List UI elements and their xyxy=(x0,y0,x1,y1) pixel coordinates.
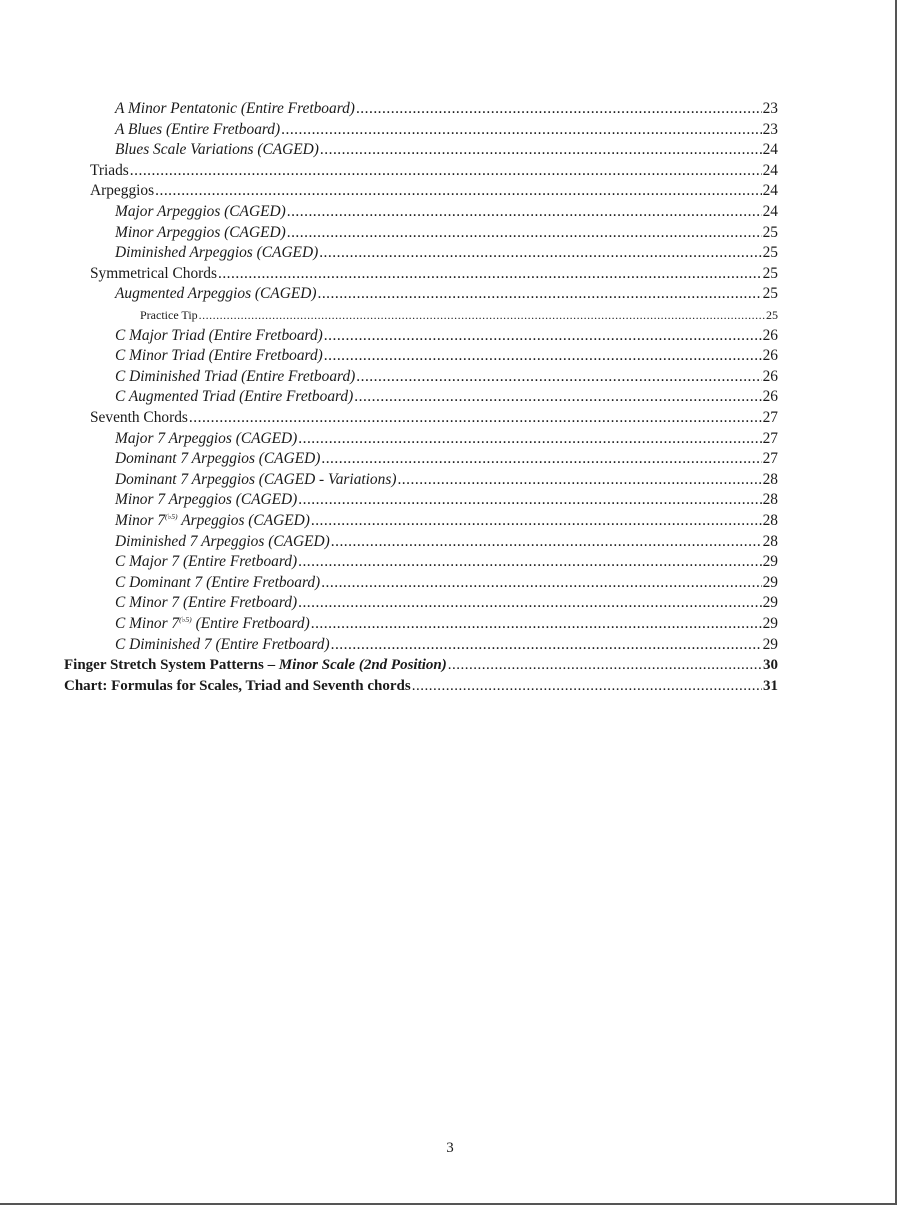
toc-entry[interactable] xyxy=(115,573,778,594)
toc-entry[interactable] xyxy=(90,264,778,285)
dot-leader xyxy=(287,223,762,244)
dot-leader xyxy=(397,470,761,491)
dot-leader xyxy=(155,181,761,202)
toc-entry-title: Minor 7 Arpeggios (CAGED) xyxy=(115,491,298,509)
toc-entry-title: Minor Arpeggios (CAGED) xyxy=(115,223,286,241)
toc-entry-title: Symmetrical Chords xyxy=(90,264,217,282)
toc-entry[interactable] xyxy=(115,593,778,614)
toc-entry-title: Practice Tip xyxy=(140,308,198,322)
dot-leader xyxy=(321,573,761,594)
dot-leader xyxy=(448,655,762,676)
toc-entry-page: 24 xyxy=(762,141,778,159)
toc-entry[interactable] xyxy=(115,614,778,635)
toc-entry[interactable] xyxy=(115,429,778,450)
dot-leader xyxy=(319,243,761,264)
dot-leader xyxy=(281,120,761,141)
toc-entry[interactable] xyxy=(115,99,778,120)
toc-entry-page: 29 xyxy=(762,594,778,612)
dot-leader xyxy=(354,387,761,408)
toc-entry-page: 25 xyxy=(762,285,778,303)
toc-entry[interactable] xyxy=(90,408,778,429)
toc-entry-title: C Minor Triad (Entire Fretboard) xyxy=(115,347,323,365)
toc-entry[interactable] xyxy=(64,655,778,676)
toc-entry[interactable] xyxy=(115,635,778,656)
toc-entry-page: 30 xyxy=(763,657,778,674)
toc-entry-page: 28 xyxy=(762,470,778,488)
toc-entry-title-main: C Minor 7 xyxy=(115,615,180,632)
toc-entry-title xyxy=(115,511,310,532)
toc-entry-page: 28 xyxy=(762,532,778,550)
toc-entry[interactable] xyxy=(115,470,778,491)
toc-entry-page: 29 xyxy=(762,553,778,571)
dot-leader xyxy=(130,161,762,182)
toc-entry-title xyxy=(64,655,447,676)
dot-leader xyxy=(331,635,762,656)
toc-entry[interactable] xyxy=(115,449,778,470)
toc-entry[interactable] xyxy=(115,552,778,573)
toc-entry-page: 24 xyxy=(762,161,778,179)
toc-entry-page: 26 xyxy=(762,347,778,365)
toc-entry-page: 28 xyxy=(762,512,778,529)
toc-entry-page: 24 xyxy=(762,182,778,200)
toc-entry-page: 27 xyxy=(762,450,778,468)
toc-entry-page: 25 xyxy=(766,308,778,322)
toc-entry[interactable] xyxy=(115,243,778,264)
dot-leader xyxy=(311,614,762,635)
toc-entry-page: 27 xyxy=(762,409,778,426)
dot-leader xyxy=(331,532,762,553)
toc-entry-title xyxy=(115,614,310,635)
toc-entry-title: Dominant 7 Arpeggios (CAGED - Variations) xyxy=(115,470,397,488)
toc-entry-title: Diminished 7 Arpeggios (CAGED) xyxy=(115,532,330,550)
toc-entry[interactable] xyxy=(115,326,778,347)
toc-entry-page: 29 xyxy=(762,615,778,632)
toc-entry-page: 31 xyxy=(763,677,778,694)
toc-entry-title: Blues Scale Variations (CAGED) xyxy=(115,141,319,159)
toc-entry-title: Chart: Formulas for Scales, Triad and Seventh chords xyxy=(64,677,411,694)
toc-entry[interactable] xyxy=(90,181,778,202)
toc-entry[interactable] xyxy=(115,367,778,388)
page-number: 3 xyxy=(446,1140,454,1156)
toc-entry[interactable] xyxy=(64,676,778,697)
toc-entry[interactable] xyxy=(115,140,778,161)
toc-entry-title: Diminished Arpeggios (CAGED) xyxy=(115,244,319,262)
toc-entry-page: 25 xyxy=(762,223,778,241)
toc-entry-page: 29 xyxy=(762,573,778,591)
toc-entry[interactable] xyxy=(90,161,778,182)
toc-entry-page: 25 xyxy=(762,264,778,282)
dot-leader xyxy=(218,264,762,285)
toc-entry-title-main: Minor 7 xyxy=(115,512,166,529)
dot-leader xyxy=(311,511,762,532)
flat-five-superscript: (♭5) xyxy=(179,615,192,625)
toc-entry-page: 26 xyxy=(762,367,778,385)
toc-entry-title: Major 7 Arpeggios (CAGED) xyxy=(115,429,298,447)
dot-leader xyxy=(324,326,762,347)
toc-entry-title: A Blues (Entire Fretboard) xyxy=(115,120,281,138)
toc-entry-page: 26 xyxy=(762,388,778,406)
toc-entry-title: C Augmented Triad (Entire Fretboard) xyxy=(115,388,354,406)
toc-entry[interactable] xyxy=(115,120,778,141)
dot-leader xyxy=(321,449,761,470)
toc-entry-page: 28 xyxy=(762,491,778,509)
toc-entry-title: C Dominant 7 (Entire Fretboard) xyxy=(115,573,321,591)
toc-entry[interactable] xyxy=(115,387,778,408)
toc-entry[interactable] xyxy=(115,490,778,511)
dot-leader xyxy=(320,140,762,161)
toc-entry-title: C Minor 7 (Entire Fretboard) xyxy=(115,594,298,612)
toc-entry-title-rest: Arpeggios (CAGED) xyxy=(177,512,310,529)
toc-entry-title-main: Finger Stretch System Patterns – xyxy=(64,657,279,674)
toc-entry[interactable] xyxy=(115,284,778,305)
toc-entry-page: 25 xyxy=(762,244,778,262)
dot-leader xyxy=(412,676,762,697)
dot-leader xyxy=(298,429,761,450)
toc-entry-title-emphasis: Minor Scale (2nd Position) xyxy=(278,657,447,674)
toc-entry[interactable] xyxy=(115,511,778,532)
dot-leader xyxy=(356,367,761,388)
toc-entry-title: A Minor Pentatonic (Entire Fretboard) xyxy=(115,100,355,117)
toc-entry-page: 23 xyxy=(762,100,778,117)
toc-entry-page: 23 xyxy=(762,120,778,138)
toc-entry[interactable] xyxy=(115,223,778,244)
toc-entry-page: 27 xyxy=(762,429,778,447)
toc-entry-title: C Diminished 7 (Entire Fretboard) xyxy=(115,635,330,653)
toc-entry-title: C Major 7 (Entire Fretboard) xyxy=(115,553,298,571)
toc-entry[interactable] xyxy=(115,532,778,553)
toc-entry-page: 26 xyxy=(762,326,778,344)
dot-leader xyxy=(298,593,762,614)
toc-entry-title-rest: (Entire Fretboard) xyxy=(191,615,310,632)
toc-entry-title: Major Arpeggios (CAGED) xyxy=(115,203,286,220)
toc-entry-title: Seventh Chords xyxy=(90,409,188,426)
toc-entry-page: 24 xyxy=(762,203,778,220)
toc-entry[interactable] xyxy=(115,346,778,367)
dot-leader xyxy=(356,99,762,120)
toc-entry-title: C Major Triad (Entire Fretboard) xyxy=(115,326,323,344)
toc-entry-title: C Diminished Triad (Entire Fretboard) xyxy=(115,367,356,385)
dot-leader xyxy=(298,552,762,573)
toc-entry-title: Augmented Arpeggios (CAGED) xyxy=(115,285,317,303)
toc-entry-title: Dominant 7 Arpeggios (CAGED) xyxy=(115,450,321,468)
toc-entry-title: Arpeggios xyxy=(90,182,155,200)
dot-leader xyxy=(298,490,761,511)
dot-leader xyxy=(287,202,762,223)
dot-leader xyxy=(317,284,761,305)
flat-five-superscript: (♭5) xyxy=(165,512,178,522)
dot-leader xyxy=(199,305,765,326)
dot-leader xyxy=(189,408,762,429)
dot-leader xyxy=(324,346,762,367)
toc-entry-title: Triads xyxy=(90,161,129,179)
toc-entry[interactable] xyxy=(140,305,778,326)
toc-entry-page: 29 xyxy=(762,635,778,653)
toc-entry[interactable] xyxy=(115,202,778,223)
